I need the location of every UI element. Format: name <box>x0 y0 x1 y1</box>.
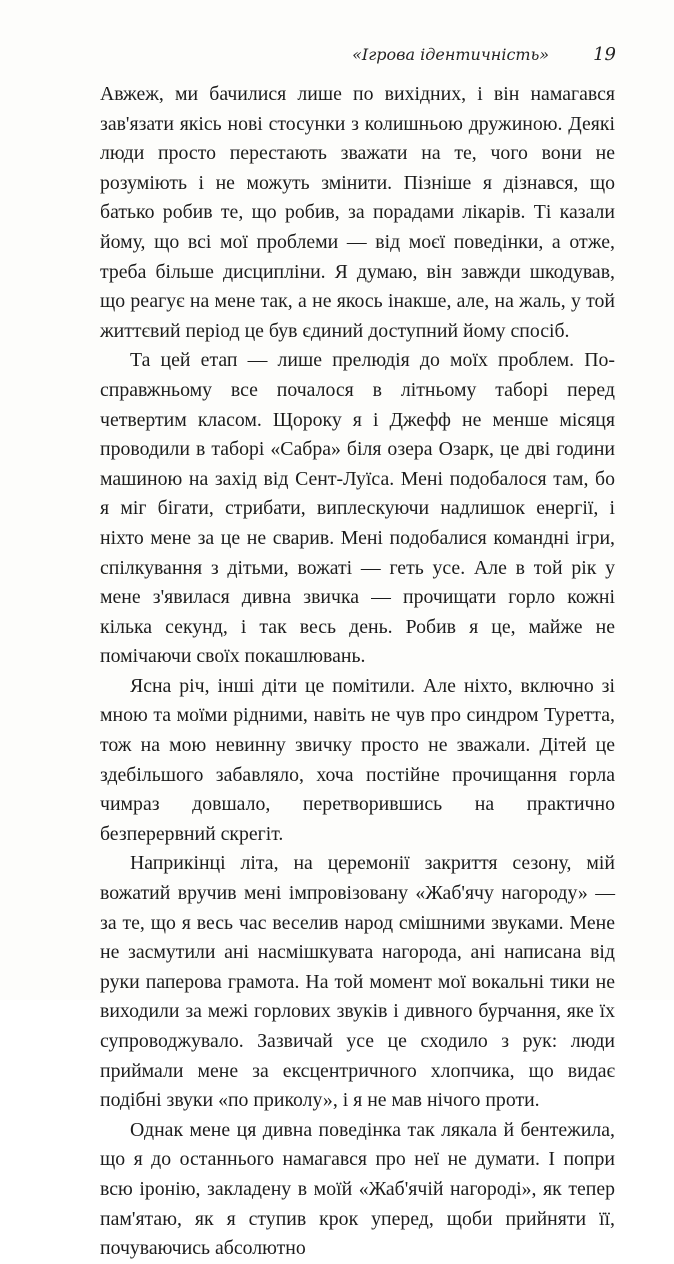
paragraph: Наприкінці літа, на церемонії закриття сезону, мій вожатий вручив мені імпровізовану «Жаб'ячу нагороду» — за те, що я весь час веселив народ смішними звуками. Мене не засмутили ані насмішкувата нагорода, ані написана від руки паперова грамота. На той момент мої вокальні тики не виходили за межі горлових звуків і дивного бурчання, яке їх супроводжувало. Зазвичай усе це сходило з рук: люди приймали мене за ексцентричного хлопчика, що видає подібні звуки «по приколу», і я не мав нічого проти. <box>100 852 615 1112</box>
paragraph: Однак мене ця дивна поведінка так лякала й бентежила, що я до останнього намагався про неї не думати. І попри всю іронію, закладену в моїй «Жаб'ячій нагороді», як тепер пам'ятаю, як я ступив крок уперед, щоби прийняти її, почуваючись абсолютно <box>100 1118 615 1260</box>
page-number: 19 <box>593 44 616 65</box>
running-title: «Ігрова ідентичність» <box>352 45 550 64</box>
paragraph: Авжеж, ми бачилися лише по вихідних, і він намагався зав'язати якісь нові стосунки з колишньою дружиною. Деякі люди просто перестають зважати на те, чого вони не розуміють і не можуть змінити. Пізніше я дізнався, що батько робив те, що робив, за порадами лікарів. Ті казали йому, що всі мої проблеми — від моєї поведінки, а отже, треба більше дисципліни. Я думаю, він завжди шкодував, що реагує на мене так, а не якось інакше, але, на жаль, у той життєвий період це був єдиний доступний йому спосіб. <box>100 83 615 342</box>
paragraph: Ясна річ, інші діти це помітили. Але ніхто, включно зі мною та моїми рідними, навіть не чув про синдром Туретта, тож на мою невинну звичку просто не зважали. Дітей це здебільшого забавляло, хоча постійне прочищання горла чимраз довшало, перетворившись на практично безперервний скрегіт. <box>100 674 615 845</box>
body-text <box>100 80 615 1264</box>
running-header <box>352 44 616 65</box>
paragraph: Та цей етап — лише прелюдія до моїх проблем. По-справжньому все почалося в літньому таборі перед четвертим класом. Щороку я і Джефф не менше місяця проводили в таборі «Сабра» біля озера Озарк, це дві години машиною на захід від Сент-Луїса. Мені подобалося там, бо я міг бігати, стрибати, виплескуючи надлишок енергії, і ніхто мене за це не сварив. Мені подобалися командні ігри, спілкування з дітьми, вожаті — геть усе. Але в той рік у мене з'явилася дивна звичка — прочищати горло кожні кілька секунд, і так весь день. Робив я це, майже не помічаючи своїх покашлювань. <box>100 349 615 668</box>
